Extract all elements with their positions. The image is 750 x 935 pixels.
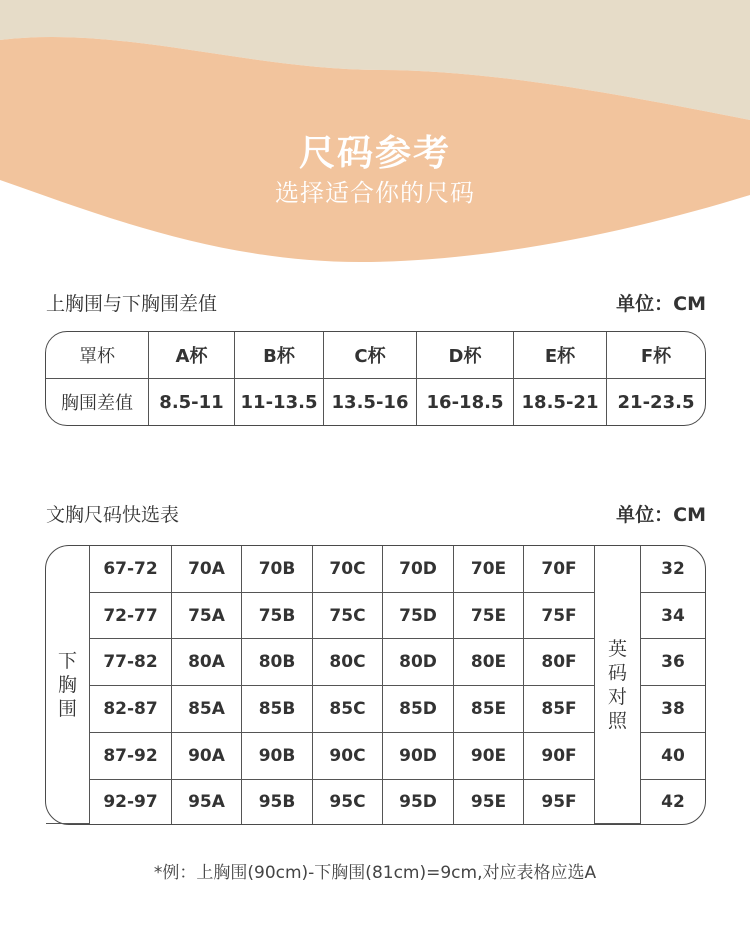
cup-header-row [46,332,705,379]
cup-difference-table [45,331,706,426]
size-cell: 95B [242,780,313,824]
cup-cell: B杯 [235,332,324,379]
size-cell: 90A [172,733,242,780]
size-cell: 75A [172,593,242,640]
diff-cell: 18.5-21 [514,379,607,425]
range-cell: 67-72 [90,546,172,593]
size-cell: 90D [383,733,454,780]
size-cell: 90C [313,733,383,780]
size-cell: 80B [242,639,313,686]
size-cell: 80F [524,639,595,686]
cup-cell: C杯 [324,332,417,379]
size-cell: 80E [454,639,524,686]
range-cell: 72-77 [90,593,172,640]
page-subtitle: 选择适合你的尺码 [275,179,475,207]
cup-cell: F杯 [607,332,705,379]
size-cell: 90F [524,733,595,780]
size-cell: 75C [313,593,383,640]
page-title: 尺码参考 [298,133,451,174]
size-cell: 70C [313,546,383,593]
cup-diff-row [46,379,705,425]
size-cell: 95C [313,780,383,824]
size-cell: 80C [313,639,383,686]
size-quick-table [45,545,706,825]
cup-header-label: 罩杯 [46,332,149,379]
size-cell: 70B [242,546,313,593]
size-cell: 75F [524,593,595,640]
size-row [46,546,705,593]
range-cell: 77-82 [90,639,172,686]
size-cell: 85D [383,686,454,733]
cup-section-title: 上胸围与下胸围差值 [46,293,218,315]
size-cell: 75B [242,593,313,640]
diff-row-label: 胸围差值 [46,379,149,425]
size-cell: 85B [242,686,313,733]
size-cell: 85C [313,686,383,733]
cup-cell: E杯 [514,332,607,379]
size-cell: 80D [383,639,454,686]
uk-label-cell [595,546,641,824]
range-cell: 87-92 [90,733,172,780]
diff-cell: 16-18.5 [417,379,514,425]
size-cell: 70D [383,546,454,593]
uk-cell: 40 [641,733,705,780]
uk-cell: 38 [641,686,705,733]
underbust-label: 下胸围 [57,649,77,720]
size-cell: 70F [524,546,595,593]
size-cell: 95E [454,780,524,824]
size-cell: 75E [454,593,524,640]
size-cell: 70E [454,546,524,593]
range-cell: 92-97 [90,780,172,824]
size-cell: 95A [172,780,242,824]
size-cell: 70A [172,546,242,593]
cup-unit-label: 单位：CM [616,293,706,315]
underbust-label-cell [46,546,90,824]
size-cell: 85A [172,686,242,733]
size-unit-label: 单位：CM [616,504,706,526]
uk-label: 英码对照 [607,637,627,732]
cup-cell: D杯 [417,332,514,379]
size-cell: 95D [383,780,454,824]
uk-cell: 34 [641,593,705,640]
diff-cell: 13.5-16 [324,379,417,425]
cup-cell: A杯 [149,332,235,379]
diff-cell: 21-23.5 [617,391,695,413]
size-cell: 75D [383,593,454,640]
diff-cell: 11-13.5 [235,379,324,425]
size-cell: 85F [524,686,595,733]
size-cell: 90E [454,733,524,780]
uk-cell: 42 [661,791,685,812]
size-section-title: 文胸尺码快选表 [46,504,180,526]
size-cell: 80A [172,639,242,686]
uk-cell: 32 [641,546,705,593]
size-cell: 85E [454,686,524,733]
size-cell: 95F [524,780,595,824]
diff-cell: 8.5-11 [149,379,235,425]
example-footnote: *例：上胸围(90cm)-下胸围(81cm)=9cm,对应表格应选A [153,863,597,883]
range-cell: 82-87 [90,686,172,733]
size-cell: 90B [242,733,313,780]
uk-cell: 36 [641,639,705,686]
